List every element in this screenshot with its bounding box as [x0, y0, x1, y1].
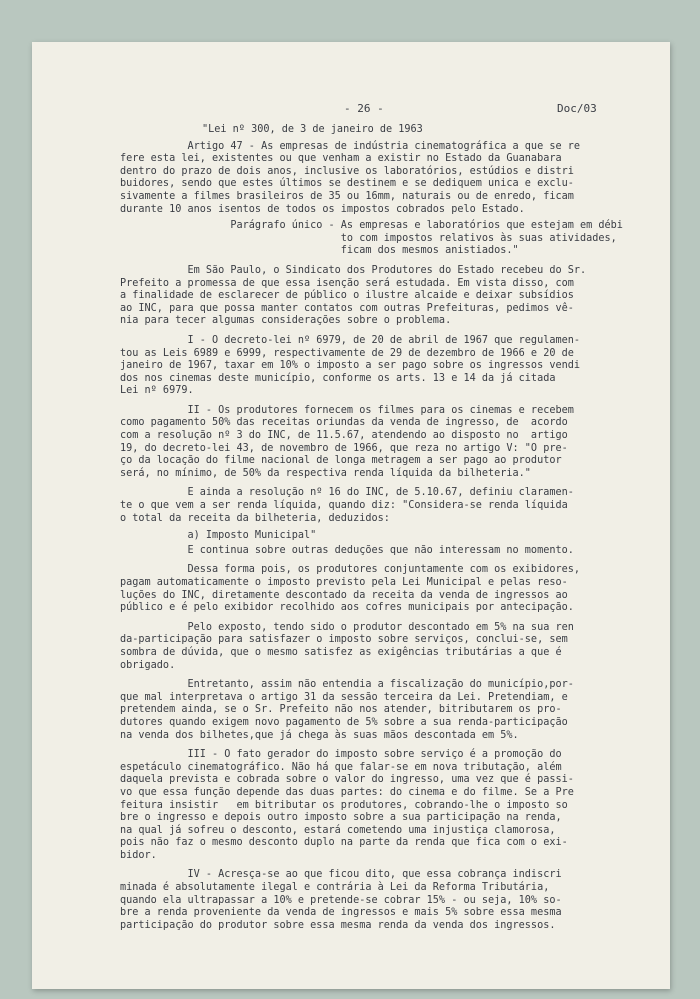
law-title: "Lei nº 300, de 3 de janeiro de 1963: [202, 124, 423, 135]
paragraph-item-ii: II - Os produtores fornecem os filmes para os cinemas e recebem como pagamento 50% das receitas oriundas da venda de ingresso, de acordo com a resolução nº 3 do INC, de 11.5.67, atendendo ao disposto no artigo 19, do decreto-lei 43, de novembro de 1966, que reza no artigo V: "O pre- ço da locação do filme nacional de longa metragem a ser pago ao produtor será, no mínimo, de 50% da respectiva renda líquida da bilheteria.": [120, 404, 574, 479]
page-number: - 26 -: [344, 102, 384, 115]
paragraph-municipal-tax: a) Imposto Municipal": [120, 530, 317, 542]
paragraph-sao-paulo: Em São Paulo, o Sindicato dos Produtores do Estado recebeu do Sr. Prefeito a promessa de que essa isenção será estudada. Em vista disso, com a finalidade de esclarecer de público o ilustre alcaide e deixar subsídios ao INC, para que possa manter contatos com outras Prefeituras, pedimos vê- nia para tecer algumas considerações sobre o problema.: [120, 264, 587, 327]
paragraph-conclusion: Pelo exposto, tendo sido o produtor descontado em 5% na sua ren da-participação para satisfazer o imposto sobre serviços, conclui-se, sem sombra de dúvida, que o mesmo satisfez as exigências tributárias a que é obrigado.: [120, 621, 574, 671]
paragraph-item-iii: III - O fato gerador do imposto sobre serviço é a promoção do espetáculo cinematográfico. Não há que falar-se em nova tributação, além daquela prevista e cobrada sobre o valor do ingresso, uma vez que é passi- vo que essa função depende das duas partes: do cinema e do filme. Se a Pre feitura insistir em bitributar os produtores, cobrando-lhe o imposto so bre o ingresso e depois outro imposto sobre a sua participação na renda, na qual já sofreu o desconto, estará cometendo uma injustiça clamorosa, pois não faz o mesmo desconto duplo na parte da renda que fica com o exi- bidor.: [120, 749, 574, 861]
paragraph-sole-paragraph: Parágrafo único - As empresas e laboratórios que estejam em débi to com impostos relativos às suas atividades, ficam dos mesmos anistiados.": [230, 220, 623, 257]
paragraph-inspection: Entretanto, assim não entendia a fiscalização do município,por- que mal interpretava o artigo 31 da sessão terceira da Lei. Pretendiam, e pretendem ainda, se o Sr. Prefeito não nos atender, bitributarem os pro- dutores quando exigem novo pagamento de 5% sobre a sua renda-participação na venda dos bilhetes,que já chega às suas mãos descontada em 5%.: [120, 679, 574, 741]
document-body: [120, 124, 648, 939]
paragraph-other-deductions: E continua sobre outras deduções que não interessam no momento.: [120, 544, 574, 556]
paragraph-item-iv: IV - Acresça-se ao que ficou dito, que essa cobrança indiscri minada é absolutamente ilegal e contrária à Lei da Reforma Tributária, quando ela ultrapassar a 10% e pretende-se cobrar 15% - ou seja, 10% so- bre a renda proveniente da venda de ingressos e mais 5% sobre essa mesma participação do produtor sobre essa mesma renda da venda dos ingressos.: [120, 869, 562, 931]
paragraph-resolution-16: E ainda a resolução nº 16 do INC, de 5.10.67, definiu claramen- te o que vem a ser renda líquida, quando diz: "Considera-se renda líquida o total da receita da bilheteria, deduzidos:: [120, 487, 574, 524]
document-page: [32, 42, 670, 989]
paragraph-item-i: I - O decreto-lei nº 6979, de 20 de abril de 1967 que regulamen- tou as Leis 6989 e 6999, respectivamente de 29 de dezembro de 1966 e 20 de janeiro de 1967, taxar em 10% o imposto a ser pago sobre os ingressos vendi dos nos cinemas deste município, conforme os arts. 13 e 14 da já citada Lei nº 6979.: [120, 334, 581, 397]
paragraph-article-47: Artigo 47 - As empresas de indústria cinematográfica a que se re fere esta lei, existentes ou que venham a existir no Estado da Guanabara dentro do prazo de dois anos, inclusive os laboratórios, estúdios e distri buidores, sendo que estes últimos se destinem e se dediquem unica e exclu- sivamente a filmes brasileiros de 35 ou 16mm, naturais ou de enredo, ficam durante 10 anos isentos de todos os impostos cobrados pelo Estado.: [120, 140, 581, 215]
paragraph-producers-exhibitors: Dessa forma pois, os produtores conjuntamente com os exibidores, pagam automaticamente o imposto previsto pela Lei Municipal e pelas reso- luções do INC, diretamente descontado da receita da venda de ingressos ao público e é pelo exibidor recolhido aos cofres municipais por antecipação.: [120, 564, 581, 614]
document-reference: Doc/03: [557, 102, 597, 115]
